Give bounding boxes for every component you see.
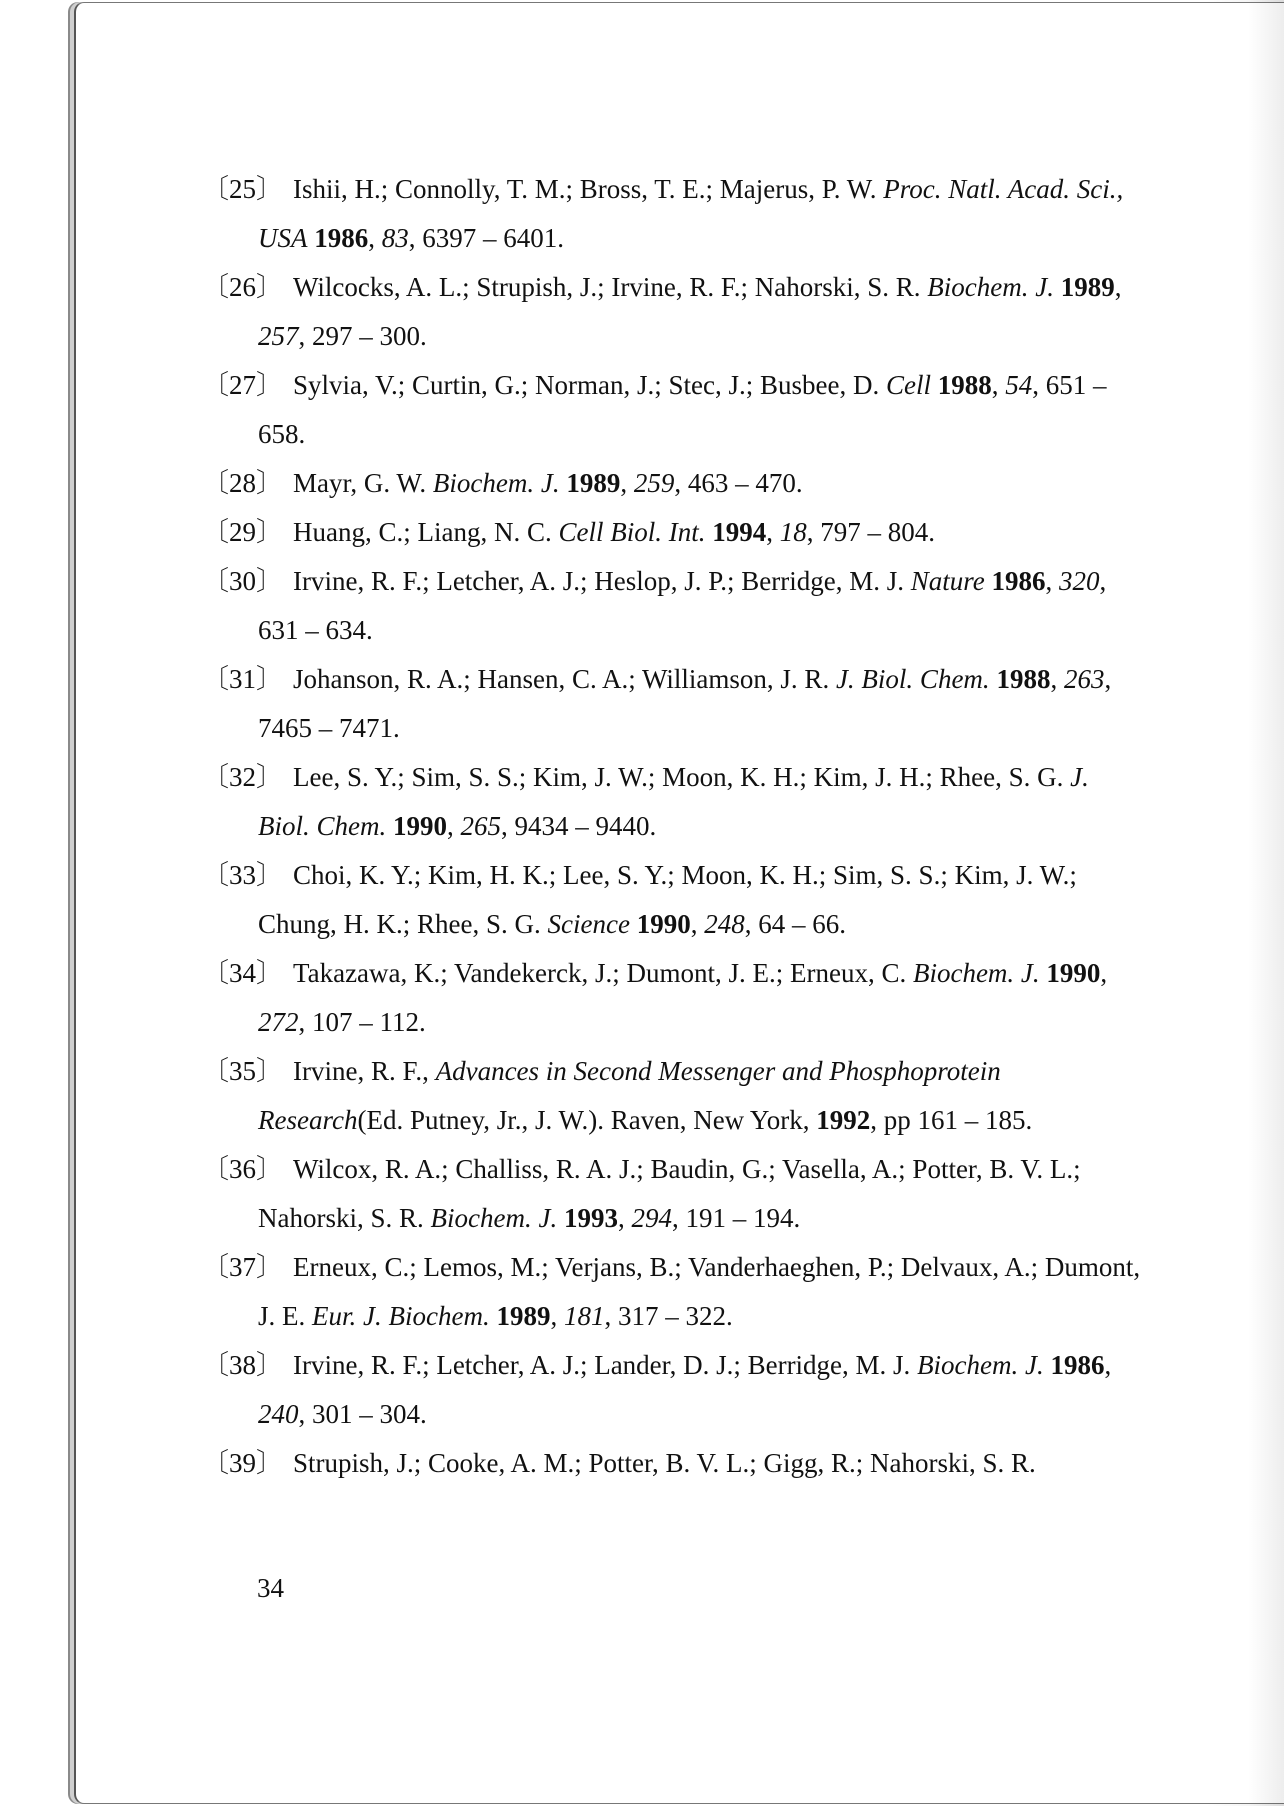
reference-item — [202, 1439, 1142, 1488]
reference-authors: Lee, S. Y.; Sim, S. S.; Kim, J. W.; Moon, K. H.; Kim, J. H.; Rhee, S. G. — [293, 762, 1064, 792]
reference-number: 〔36〕 — [202, 1154, 283, 1184]
reference-pages: 7465 – 7471. — [258, 713, 400, 743]
reference-pages: 463 – 470. — [687, 468, 803, 498]
reference-authors: Strupish, J.; Cooke, A. M.; Potter, B. V. L.; Gigg, R.; Nahorski, S. R. — [293, 1448, 1036, 1478]
reference-pages: 631 – 634. — [258, 615, 373, 645]
reference-year: 1992 — [816, 1105, 871, 1135]
reference-number: 〔29〕 — [202, 517, 283, 547]
reference-pages: 797 – 804. — [820, 517, 935, 547]
reference-authors: Irvine, R. F.; Letcher, A. J.; Lander, D. J.; Berridge, M. J. — [293, 1350, 911, 1380]
reference-journal: J. Biol. Chem. — [258, 762, 1089, 841]
reference-pages: 317 – 322. — [617, 1301, 733, 1331]
reference-item — [202, 1047, 1142, 1145]
reference-pages: 651 – 658. — [258, 370, 1107, 449]
reference-authors: Choi, K. Y.; Kim, H. K.; Lee, S. Y.; Moon, K. H.; Sim, S. S.; Kim, J. W.; Chung, H. K.; Rhee, S. G. — [258, 860, 1077, 939]
reference-year: 1986 — [991, 566, 1046, 596]
reference-item: 〔33〕 Choi, K. Y.; Kim, H. K.; Lee, S. Y.; Moon, K. H.; Sim, S. S.; Kim, J. W.; Chung, H. K.; Rhee, S. G. Science 1990, 248, 64 – 66. — [230, 851, 1142, 949]
reference-item: 〔36〕 Wilcox, R. A.; Challiss, R. A. J.; Baudin, G.; Vasella, A.; Potter, B. V. L.; Nahorski, S. R. Biochem. J. 1993, 294, 191 – 194. — [230, 1145, 1142, 1243]
reference-journal: Cell Biol. Int. — [558, 517, 706, 547]
reference-pages: , pp 161 – 185. — [870, 1105, 1033, 1135]
reference-number: 〔35〕 — [202, 1056, 283, 1086]
reference-journal: J. Biol. Chem. — [835, 664, 990, 694]
reference-authors: Erneux, C.; Lemos, M.; Verjans, B.; Vanderhaeghen, P.; Delvaux, A.; Dumont, J. E. — [258, 1252, 1141, 1331]
reference-volume: 248 — [704, 909, 745, 939]
reference-pages: 6397 – 6401. — [422, 223, 564, 253]
reference-item: 〔32〕 Lee, S. Y.; Sim, S. S.; Kim, J. W.; Moon, K. H.; Kim, J. H.; Rhee, S. G. J. Biol. Chem. 1990, 265, 9434 – 9440. — [230, 753, 1142, 851]
reference-volume: 294 — [631, 1203, 672, 1233]
reference-year: 1989 — [496, 1301, 551, 1331]
reference-item: 〔31〕 Johanson, R. A.; Hansen, C. A.; Williamson, J. R. J. Biol. Chem. 1988, 263, 7465 – 7471. — [230, 655, 1142, 753]
reference-item: 〔37〕 Erneux, C.; Lemos, M.; Verjans, B.; Vanderhaeghen, P.; Delvaux, A.; Dumont, J. E. Eur. J. Biochem. 1989, 181, 317 – 322. — [230, 1243, 1142, 1341]
reference-year: 1989 — [1060, 272, 1115, 302]
reference-year: 1990 — [1046, 958, 1101, 988]
reference-number: 〔37〕 — [202, 1252, 283, 1282]
reference-volume: 240 — [258, 1399, 299, 1429]
reference-authors: Takazawa, K.; Vandekerck, J.; Dumont, J. E.; Erneux, C. — [293, 958, 907, 988]
reference-year: 1989 — [566, 468, 621, 498]
reference-journal: Nature — [910, 566, 985, 596]
reference-year: 1990 — [393, 811, 447, 841]
reference-journal: Cell — [886, 370, 931, 400]
reference-pages: 64 – 66. — [758, 909, 846, 939]
reference-year: 1994 — [712, 517, 767, 547]
reference-journal: Proc. Natl. Acad. Sci., USA — [258, 174, 1124, 253]
reference-authors: Mayr, G. W. — [293, 468, 427, 498]
reference-pages: 107 – 112. — [312, 1007, 426, 1037]
reference-number: 〔38〕 — [202, 1350, 283, 1380]
reference-item: 〔30〕 Irvine, R. F.; Letcher, A. J.; Heslop, J. P.; Berridge, M. J. Nature 1986, 320, 631 – 634. — [230, 557, 1142, 655]
reference-journal: Biochem. J. — [912, 958, 1040, 988]
reference-number: 〔25〕 — [202, 174, 283, 204]
reference-book-title: Advances in Second Messenger and Phosphoprotein Research — [258, 1056, 1001, 1135]
reference-volume: 265 — [460, 811, 501, 841]
reference-item: 〔38〕 Irvine, R. F.; Letcher, A. J.; Lander, D. J.; Berridge, M. J. Biochem. J. 1986, 240, 301 – 304. — [230, 1341, 1142, 1439]
reference-authors: Wilcocks, A. L.; Strupish, J.; Irvine, R. F.; Nahorski, S. R. — [293, 272, 921, 302]
reference-volume: 259 — [633, 468, 675, 498]
reference-year: 1988 — [937, 370, 992, 400]
reference-item: 〔29〕 Huang, C.; Liang, N. C. Cell Biol. Int. 1994, 18, 797 – 804. — [230, 508, 1142, 557]
reference-item: 〔28〕 Mayr, G. W. Biochem. J. 1989, 259, 463 – 470. — [230, 459, 1142, 508]
reference-year: 1993 — [563, 1203, 618, 1233]
reference-number: 〔31〕 — [202, 664, 283, 694]
reference-journal: Biochem. J. — [927, 272, 1054, 302]
reference-pages: 297 – 300. — [312, 321, 427, 351]
reference-year: 1990 — [636, 909, 691, 939]
reference-number: 〔32〕 — [202, 762, 283, 792]
reference-number: 〔33〕 — [202, 860, 283, 890]
reference-year: 1986 — [314, 223, 369, 253]
reference-number: 〔39〕 — [202, 1448, 283, 1478]
reference-authors: Huang, C.; Liang, N. C. — [293, 517, 552, 547]
reference-journal: Biochem. J. — [432, 468, 560, 498]
reference-volume: 54 — [1005, 370, 1033, 400]
reference-list — [202, 165, 1142, 1488]
reference-item: 〔26〕 Wilcocks, A. L.; Strupish, J.; Irvine, R. F.; Nahorski, S. R. Biochem. J. 1989, 257, 297 – 300. — [230, 263, 1142, 361]
reference-journal: Science — [547, 909, 630, 939]
reference-number: 〔27〕 — [202, 370, 283, 400]
page-number: 34 — [257, 1573, 284, 1603]
reference-authors: Wilcox, R. A.; Challiss, R. A. J.; Baudin, G.; Vasella, A.; Potter, B. V. L.; Nahorski, S. R. — [258, 1154, 1081, 1233]
reference-journal: Biochem. J. — [430, 1203, 558, 1233]
reference-authors: Sylvia, V.; Curtin, G.; Norman, J.; Stec, J.; Busbee, D. — [293, 370, 880, 400]
page-edge-shadow — [1248, 0, 1284, 1806]
reference-authors: Irvine, R. F.; Letcher, A. J.; Heslop, J. P.; Berridge, M. J. — [293, 566, 904, 596]
reference-pages: 9434 – 9440. — [514, 811, 657, 841]
reference-editor: (Ed. Putney, Jr., J. W.). Raven, New York, — [357, 1105, 810, 1135]
reference-item: 〔27〕 Sylvia, V.; Curtin, G.; Norman, J.; Stec, J.; Busbee, D. Cell 1988, 54, 651 – 658. — [230, 361, 1142, 459]
reference-item: 〔34〕 Takazawa, K.; Vandekerck, J.; Dumont, J. E.; Erneux, C. Biochem. J. 1990, 272, 107 – 112. — [230, 949, 1142, 1047]
reference-journal: Eur. J. Biochem. — [312, 1301, 490, 1331]
reference-volume: 83 — [381, 223, 409, 253]
reference-year: 1988 — [996, 664, 1051, 694]
reference-journal: Biochem. J. — [917, 1350, 1044, 1380]
reference-number: 〔30〕 — [202, 566, 283, 596]
reference-volume: 272 — [258, 1007, 299, 1037]
reference-volume: 320 — [1058, 566, 1100, 596]
reference-number: 〔26〕 — [202, 272, 283, 302]
reference-authors: Irvine, R. F., — [293, 1056, 429, 1086]
reference-authors: Ishii, H.; Connolly, T. M.; Bross, T. E.; Majerus, P. W. — [293, 174, 877, 204]
reference-volume: 18 — [779, 517, 807, 547]
reference-number: 〔34〕 — [202, 958, 283, 988]
reference-volume: 263 — [1063, 664, 1105, 694]
reference-pages: 301 – 304. — [312, 1399, 427, 1429]
reference-volume: 181 — [563, 1301, 605, 1331]
reference-authors: Johanson, R. A.; Hansen, C. A.; Williamson, J. R. — [293, 664, 830, 694]
reference-pages: 191 – 194. — [685, 1203, 801, 1233]
reference-year: 1986 — [1050, 1350, 1105, 1380]
reference-number: 〔28〕 — [202, 468, 283, 498]
reference-volume: 257 — [258, 321, 299, 351]
reference-item: 〔25〕 Ishii, H.; Connolly, T. M.; Bross, T. E.; Majerus, P. W. Proc. Natl. Acad. Sci., USA 1986, 83, 6397 – 6401. — [230, 165, 1142, 263]
